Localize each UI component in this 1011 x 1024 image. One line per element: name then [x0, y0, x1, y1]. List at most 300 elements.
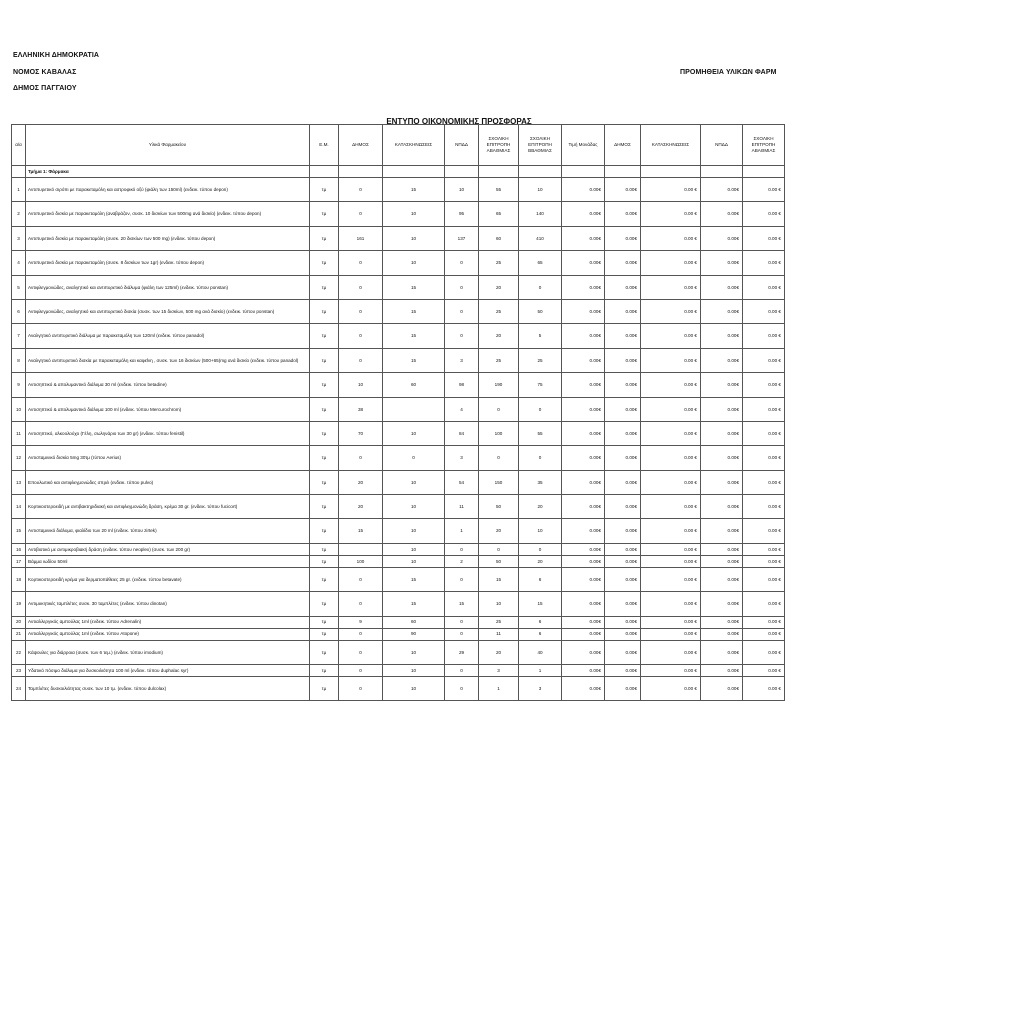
qty-municipality: 0	[339, 299, 383, 323]
total-npdd: 0.00€	[701, 470, 743, 494]
item-description: Αντιπυρετικό σιρόπι με παρακεταμόλη και αστροφικό οξύ (φιάλη των 150ml) (ενδεικ. τύπου depon)	[26, 178, 310, 202]
total-camps: 0.00 €	[641, 202, 701, 226]
offer-table-wrapper	[11, 124, 1011, 701]
qty-camps: 15	[383, 178, 445, 202]
qty-school-b: 15	[519, 592, 562, 616]
total-camps: 0.00 €	[641, 299, 701, 323]
qty-camps: 15	[383, 567, 445, 591]
col-header: ΣΧΟΛΙΚΗ ΕΠΙΤΡΟΠΗ ΒΒΑΘΜΙΑΣ	[519, 125, 562, 166]
total-school-a: 0.00 €	[743, 397, 785, 421]
table-row	[12, 592, 785, 616]
qty-municipality: 0	[339, 592, 383, 616]
total-camps: 0.00 €	[641, 251, 701, 275]
total-municipality: 0.00€	[605, 226, 641, 250]
table-row	[12, 470, 785, 494]
qty-camps: 0	[383, 446, 445, 470]
unit-price-cell: 0.00€	[562, 275, 605, 299]
item-description: Αντισηπτικό & απολυμαντικό διάλυμα 100 ml (ενδεικ. τύπου Mercurochrom)	[26, 397, 310, 421]
item-unit: τμ	[310, 519, 339, 543]
total-camps: 0.00 €	[641, 495, 701, 519]
qty-camps: 10	[383, 421, 445, 445]
qty-municipality: 9	[339, 616, 383, 628]
qty-municipality: 0	[339, 567, 383, 591]
table-row	[12, 495, 785, 519]
qty-school-b: 10	[519, 519, 562, 543]
unit-price-cell: 0.00€	[562, 446, 605, 470]
item-number: 24	[12, 677, 26, 701]
qty-school-a: 20	[479, 519, 519, 543]
unit-price-cell: 0.00€	[562, 616, 605, 628]
col-header: ΔΗΜΟΣ	[605, 125, 641, 166]
qty-municipality: 0	[339, 665, 383, 677]
total-municipality: 0.00€	[605, 519, 641, 543]
item-number: 1	[12, 178, 26, 202]
total-municipality: 0.00€	[605, 348, 641, 372]
qty-npdd: 0	[445, 628, 479, 640]
item-unit: τμ	[310, 251, 339, 275]
item-unit: τμ	[310, 677, 339, 701]
total-school-a: 0.00 €	[743, 178, 785, 202]
item-description: Κορτικοστεροειδή με αντιβακτηριδιακή και αντιφλεγμονώδη δράση, κρέμα 30 gr. (ενδεικ. τύπου fucicort)	[26, 495, 310, 519]
qty-camps: 15	[383, 275, 445, 299]
total-camps: 0.00 €	[641, 665, 701, 677]
qty-camps: 10	[383, 665, 445, 677]
table-row	[12, 628, 785, 640]
unit-price-cell: 0.00€	[562, 592, 605, 616]
total-npdd: 0.00€	[701, 519, 743, 543]
qty-camps	[383, 397, 445, 421]
unit-price-cell: 0.00€	[562, 665, 605, 677]
total-npdd: 0.00€	[701, 640, 743, 664]
qty-npdd: 3	[445, 348, 479, 372]
qty-municipality: 0	[339, 628, 383, 640]
qty-municipality: 0	[339, 178, 383, 202]
header-supply-title: ΠΡΟΜΗΘΕΙΑ ΥΛΙΚΩΝ ΦΑΡΜ	[680, 69, 777, 76]
unit-price-cell: 0.00€	[562, 178, 605, 202]
qty-npdd: 98	[445, 373, 479, 397]
qty-municipality: 100	[339, 555, 383, 567]
item-unit: τμ	[310, 543, 339, 555]
qty-school-a: 15	[479, 567, 519, 591]
qty-school-a: 0	[479, 543, 519, 555]
table-row	[12, 178, 785, 202]
qty-camps: 15	[383, 592, 445, 616]
table-row	[12, 555, 785, 567]
total-school-a: 0.00 €	[743, 592, 785, 616]
qty-camps: 10	[383, 251, 445, 275]
total-npdd: 0.00€	[701, 324, 743, 348]
item-description: Αντιφλεγμονώδες, αναλγητικό και αντιπυρετικό διάλυμα (φιάλη των 125ml) (ενδεικ. τύπου ponstan)	[26, 275, 310, 299]
item-number: 12	[12, 446, 26, 470]
qty-school-a: 190	[479, 373, 519, 397]
total-municipality: 0.00€	[605, 470, 641, 494]
item-description: Αντιπυρετικό δισκία με παρακεταμόλη (συσκ. 8 δισκίων των 1gr) (ενδεικ. τύπου depon)	[26, 251, 310, 275]
header-country: ΕΛΛΗΝΙΚΗ ΔΗΜΟΚΡΑΤΙΑ	[13, 52, 100, 59]
total-school-a: 0.00 €	[743, 543, 785, 555]
qty-municipality: 10	[339, 373, 383, 397]
total-npdd: 0.00€	[701, 446, 743, 470]
qty-school-a: 25	[479, 299, 519, 323]
item-unit: τμ	[310, 628, 339, 640]
qty-camps: 90	[383, 628, 445, 640]
item-description: Κάψουλες για διάρροια (συσκ. των 6 τεμ.) (ενδεικ. τύπου imodium)	[26, 640, 310, 664]
table-row	[12, 543, 785, 555]
qty-school-b: 10	[519, 178, 562, 202]
qty-camps: 10	[383, 202, 445, 226]
item-number: 3	[12, 226, 26, 250]
total-school-a: 0.00 €	[743, 677, 785, 701]
qty-municipality: 15	[339, 519, 383, 543]
header-municipality: ΔΗΜΟΣ ΠΑΓΓΑΙΟΥ	[13, 85, 77, 92]
qty-npdd: 54	[445, 470, 479, 494]
item-description: Κορτικοστεροειδή κρέμα για δερματοπάθειες 25 gr. (ενδεικ. τύπου betavate)	[26, 567, 310, 591]
item-description: Αντιαλλεργικός αμπούλας 1ml (ενδεικ. τύπου Adrenalin)	[26, 616, 310, 628]
total-npdd: 0.00€	[701, 202, 743, 226]
col-header: α/α	[12, 125, 26, 166]
unit-price-cell: 0.00€	[562, 567, 605, 591]
qty-school-a: 25	[479, 251, 519, 275]
item-number: 10	[12, 397, 26, 421]
qty-school-a: 20	[479, 640, 519, 664]
total-school-a: 0.00 €	[743, 519, 785, 543]
total-camps: 0.00 €	[641, 640, 701, 664]
table-row	[12, 324, 785, 348]
qty-npdd: 4	[445, 397, 479, 421]
table-row	[12, 202, 785, 226]
total-npdd: 0.00€	[701, 178, 743, 202]
item-unit: τμ	[310, 446, 339, 470]
table-row	[12, 446, 785, 470]
total-npdd: 0.00€	[701, 677, 743, 701]
total-camps: 0.00 €	[641, 555, 701, 567]
qty-school-a: 20	[479, 324, 519, 348]
item-description: Επουλωτικό και αντιφλεγμονώδες σπρέι (ενδεικ. τύπου pulvo)	[26, 470, 310, 494]
qty-camps: 10	[383, 519, 445, 543]
item-number: 16	[12, 543, 26, 555]
unit-price-cell: 0.00€	[562, 543, 605, 555]
total-municipality: 0.00€	[605, 628, 641, 640]
qty-camps: 15	[383, 299, 445, 323]
total-npdd: 0.00€	[701, 275, 743, 299]
unit-price-cell: 0.00€	[562, 519, 605, 543]
item-number: 17	[12, 555, 26, 567]
item-unit: τμ	[310, 640, 339, 664]
qty-school-b: 6	[519, 628, 562, 640]
total-camps: 0.00 €	[641, 275, 701, 299]
qty-school-b: 75	[519, 373, 562, 397]
qty-school-b: 140	[519, 202, 562, 226]
col-header: Ε.Μ.	[310, 125, 339, 166]
qty-npdd: 0	[445, 543, 479, 555]
qty-school-b: 0	[519, 397, 562, 421]
qty-school-b: 410	[519, 226, 562, 250]
qty-school-b: 35	[519, 470, 562, 494]
col-header: ΝΠΔΔ	[445, 125, 479, 166]
total-school-a: 0.00 €	[743, 555, 785, 567]
item-number: 6	[12, 299, 26, 323]
total-municipality: 0.00€	[605, 495, 641, 519]
total-camps: 0.00 €	[641, 677, 701, 701]
form-title: ΕΝΤΥΠΟ ΟΙΚΟΝΟΜΙΚΗΣ ΠΡΟΣΦΟΡΑΣ	[386, 117, 532, 126]
total-npdd: 0.00€	[701, 665, 743, 677]
qty-npdd: 0	[445, 275, 479, 299]
item-number: 5	[12, 275, 26, 299]
table-row	[12, 421, 785, 445]
total-camps: 0.00 €	[641, 226, 701, 250]
qty-municipality: 0	[339, 446, 383, 470]
total-npdd: 0.00€	[701, 397, 743, 421]
qty-school-a: 60	[479, 226, 519, 250]
item-unit: τμ	[310, 373, 339, 397]
qty-school-b: 50	[519, 299, 562, 323]
unit-price-cell: 0.00€	[562, 324, 605, 348]
item-description: Αντιφλεγμονώδες, αναλγητικό και αντιπυρετικό δισκία (συσκ. των 15 δισκίων, 500 mg ανά δισκίο) (ενδεικ. τύπου ponstan)	[26, 299, 310, 323]
qty-npdd: 11	[445, 495, 479, 519]
total-camps: 0.00 €	[641, 592, 701, 616]
qty-camps: 15	[383, 348, 445, 372]
offer-table	[11, 124, 785, 701]
item-unit: τμ	[310, 470, 339, 494]
qty-school-b: 65	[519, 251, 562, 275]
item-unit: τμ	[310, 567, 339, 591]
item-description: Αντισηπτικό & απολυμαντικό διάλυμα 30 ml (ενδεικ. τύπου betadine)	[26, 373, 310, 397]
table-row	[12, 677, 785, 701]
total-camps: 0.00 €	[641, 348, 701, 372]
qty-camps: 60	[383, 373, 445, 397]
qty-municipality: 70	[339, 421, 383, 445]
item-unit: τμ	[310, 226, 339, 250]
qty-npdd: 95	[445, 202, 479, 226]
qty-school-a: 3	[479, 665, 519, 677]
unit-price-cell: 0.00€	[562, 373, 605, 397]
total-camps: 0.00 €	[641, 373, 701, 397]
total-municipality: 0.00€	[605, 299, 641, 323]
unit-price-cell: 0.00€	[562, 226, 605, 250]
qty-municipality: 0	[339, 640, 383, 664]
unit-price-cell: 0.00€	[562, 470, 605, 494]
item-description: Αντισηπτικό, αλκοολούχο (Γέλη, σωληνάριο των 30 gr) (ενδεικ. τύπου fenistil)	[26, 421, 310, 445]
total-camps: 0.00 €	[641, 567, 701, 591]
total-school-a: 0.00 €	[743, 226, 785, 250]
total-camps: 0.00 €	[641, 397, 701, 421]
col-header: Τιμή Μονάδας	[562, 125, 605, 166]
section-label: Τμήμα 1: Φάρμακα	[26, 166, 310, 178]
item-description: Αντισταμινικό δισκία 5mg 30τμ (τύπου Aerius)	[26, 446, 310, 470]
qty-school-b: 1	[519, 665, 562, 677]
total-npdd: 0.00€	[701, 628, 743, 640]
item-unit: τμ	[310, 324, 339, 348]
qty-npdd: 137	[445, 226, 479, 250]
qty-npdd: 0	[445, 251, 479, 275]
total-camps: 0.00 €	[641, 446, 701, 470]
total-school-a: 0.00 €	[743, 567, 785, 591]
total-camps: 0.00 €	[641, 543, 701, 555]
total-municipality: 0.00€	[605, 397, 641, 421]
table-row	[12, 397, 785, 421]
qty-camps: 60	[383, 616, 445, 628]
qty-municipality: 0	[339, 324, 383, 348]
item-unit: τμ	[310, 592, 339, 616]
item-number: 15	[12, 519, 26, 543]
total-npdd: 0.00€	[701, 567, 743, 591]
qty-npdd: 29	[445, 640, 479, 664]
qty-npdd: 3	[445, 446, 479, 470]
total-school-a: 0.00 €	[743, 373, 785, 397]
total-municipality: 0.00€	[605, 640, 641, 664]
qty-npdd: 2	[445, 555, 479, 567]
item-number: 4	[12, 251, 26, 275]
col-header: ΣΧΟΛΙΚΗ ΕΠΙΤΡΟΠΗ ΑΒΑΘΜΙΑΣ	[479, 125, 519, 166]
total-school-a: 0.00 €	[743, 251, 785, 275]
item-unit: τμ	[310, 348, 339, 372]
table-row	[12, 251, 785, 275]
total-npdd: 0.00€	[701, 543, 743, 555]
col-header: ΔΗΜΟΣ	[339, 125, 383, 166]
qty-camps: 10	[383, 555, 445, 567]
total-npdd: 0.00€	[701, 251, 743, 275]
item-description: Αντισταμινικό διάλυμα, φιαλίδιο των 20 ml (ενδεικ. τύπου zirtek)	[26, 519, 310, 543]
qty-camps: 10	[383, 543, 445, 555]
total-npdd: 0.00€	[701, 421, 743, 445]
item-number: 21	[12, 628, 26, 640]
item-description: Αντιπυρετικό δισκία με παρακεταμόλη (συσκ. 20 δισκίων των 500 mg) (ενδεικ. τύπου depon)	[26, 226, 310, 250]
qty-school-a: 10	[479, 592, 519, 616]
item-number: 20	[12, 616, 26, 628]
qty-npdd: 0	[445, 616, 479, 628]
total-camps: 0.00 €	[641, 470, 701, 494]
total-camps: 0.00 €	[641, 178, 701, 202]
qty-school-b: 20	[519, 495, 562, 519]
total-npdd: 0.00€	[701, 348, 743, 372]
header-prefecture: ΝΟΜΟΣ ΚΑΒΑΛΑΣ	[13, 69, 77, 76]
item-number: 13	[12, 470, 26, 494]
item-description: Υδατικό πόσιμο διάλυμα για δυσκοιλιότητα 100 ml (ενδεικ. τύπου duphalac syr)	[26, 665, 310, 677]
item-number: 9	[12, 373, 26, 397]
qty-camps: 10	[383, 470, 445, 494]
qty-school-b: 0	[519, 543, 562, 555]
total-municipality: 0.00€	[605, 665, 641, 677]
total-municipality: 0.00€	[605, 446, 641, 470]
table-row	[12, 616, 785, 628]
item-unit: τμ	[310, 202, 339, 226]
qty-school-a: 0	[479, 397, 519, 421]
total-municipality: 0.00€	[605, 555, 641, 567]
qty-camps: 15	[383, 324, 445, 348]
table-row	[12, 665, 785, 677]
item-description: Αντιβιοτικό με αντιμικροβιακή δράση (ενδεικ. τύπου neoplex) (συσκ. των 200 gr)	[26, 543, 310, 555]
qty-municipality: 0	[339, 251, 383, 275]
qty-municipality: 38	[339, 397, 383, 421]
item-description: Ταμπλέτες δυσκοιλιότητας συσκ. των 10 τμ. (ενδεικ. τύπου dulcolax)	[26, 677, 310, 701]
col-header: ΝΠΔΔ	[701, 125, 743, 166]
item-number: 18	[12, 567, 26, 591]
qty-municipality: 0	[339, 275, 383, 299]
qty-school-a: 50	[479, 495, 519, 519]
table-row	[12, 275, 785, 299]
qty-school-b: 55	[519, 421, 562, 445]
total-npdd: 0.00€	[701, 616, 743, 628]
total-camps: 0.00 €	[641, 324, 701, 348]
total-npdd: 0.00€	[701, 299, 743, 323]
item-unit: τμ	[310, 665, 339, 677]
qty-school-b: 0	[519, 446, 562, 470]
total-npdd: 0.00€	[701, 373, 743, 397]
total-npdd: 0.00€	[701, 226, 743, 250]
table-row	[12, 567, 785, 591]
qty-school-b: 25	[519, 348, 562, 372]
total-municipality: 0.00€	[605, 543, 641, 555]
item-number: 2	[12, 202, 26, 226]
qty-school-b: 5	[519, 324, 562, 348]
total-school-a: 0.00 €	[743, 616, 785, 628]
total-camps: 0.00 €	[641, 616, 701, 628]
qty-school-a: 20	[479, 275, 519, 299]
qty-municipality: 0	[339, 348, 383, 372]
table-row	[12, 226, 785, 250]
total-municipality: 0.00€	[605, 592, 641, 616]
qty-school-a: 150	[479, 470, 519, 494]
item-number: 14	[12, 495, 26, 519]
total-camps: 0.00 €	[641, 421, 701, 445]
qty-school-b: 20	[519, 555, 562, 567]
qty-school-a: 0	[479, 446, 519, 470]
total-municipality: 0.00€	[605, 275, 641, 299]
total-municipality: 0.00€	[605, 324, 641, 348]
qty-school-a: 55	[479, 178, 519, 202]
total-npdd: 0.00€	[701, 592, 743, 616]
qty-npdd: 15	[445, 592, 479, 616]
unit-price-cell: 0.00€	[562, 640, 605, 664]
item-description: Αναλγητικό αντιπυρετικό δισκία με παρακεταμόλη και καφεΐνη , συσκ. των 16 δισκίων (500+65)mg ανά δισκίο (ενδεικ. τύπου panadol)	[26, 348, 310, 372]
table-row	[12, 373, 785, 397]
qty-municipality: 20	[339, 470, 383, 494]
total-school-a: 0.00 €	[743, 628, 785, 640]
section-row	[12, 166, 785, 178]
total-school-a: 0.00 €	[743, 299, 785, 323]
unit-price-cell: 0.00€	[562, 495, 605, 519]
qty-school-a: 25	[479, 616, 519, 628]
total-school-a: 0.00 €	[743, 640, 785, 664]
qty-npdd: 0	[445, 567, 479, 591]
unit-price-cell: 0.00€	[562, 677, 605, 701]
unit-price-cell: 0.00€	[562, 628, 605, 640]
item-number: 22	[12, 640, 26, 664]
item-description: Βάμμα ιωδίου 50ml	[26, 555, 310, 567]
qty-municipality	[339, 543, 383, 555]
item-unit: τμ	[310, 275, 339, 299]
col-header: ΣΧΟΛΙΚΗ ΕΠΙΤΡΟΠΗ ΑΒΑΘΜΙΑΣ	[743, 125, 785, 166]
unit-price-cell: 0.00€	[562, 348, 605, 372]
total-school-a: 0.00 €	[743, 202, 785, 226]
qty-npdd: 84	[445, 421, 479, 445]
unit-price-cell: 0.00€	[562, 421, 605, 445]
qty-municipality: 0	[339, 202, 383, 226]
total-municipality: 0.00€	[605, 677, 641, 701]
item-unit: τμ	[310, 495, 339, 519]
total-school-a: 0.00 €	[743, 495, 785, 519]
total-school-a: 0.00 €	[743, 324, 785, 348]
item-number: 23	[12, 665, 26, 677]
table-row	[12, 299, 785, 323]
qty-camps: 10	[383, 226, 445, 250]
item-description: Αντιπυρετικό δισκία με παρακεταμόλη (αναβράζον, συσκ. 10 δισκίων των 500mg ανά δισκίο) (ενδεικ. τύπου depon)	[26, 202, 310, 226]
total-npdd: 0.00€	[701, 495, 743, 519]
total-school-a: 0.00 €	[743, 275, 785, 299]
qty-municipality: 20	[339, 495, 383, 519]
col-header: ΚΑΤΑΣΚΗΝΩΣΕΙΣ	[383, 125, 445, 166]
qty-camps: 10	[383, 677, 445, 701]
qty-npdd: 0	[445, 665, 479, 677]
